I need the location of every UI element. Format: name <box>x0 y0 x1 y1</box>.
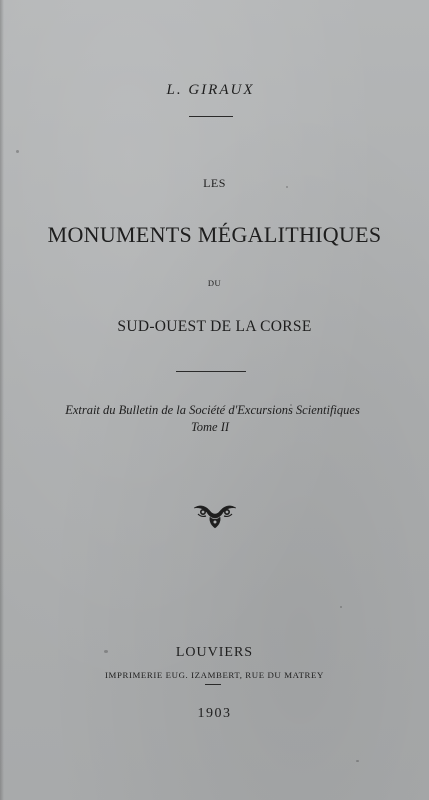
divider-rule <box>189 116 233 117</box>
paper-speck <box>16 150 19 153</box>
publication-year: 1903 <box>197 706 232 721</box>
fleuron-ornament-icon <box>192 502 238 530</box>
divider-rule <box>205 684 221 685</box>
page-edge-shadow <box>0 0 4 800</box>
publication-place: LOUVIERS <box>175 645 254 660</box>
title-connector: DU <box>207 278 222 288</box>
paper-speck <box>290 404 292 406</box>
volume-note: Tome II <box>190 420 230 434</box>
author-name: L. GIRAUX <box>166 82 255 98</box>
book-subtitle: SUD-OUEST DE LA CORSE <box>117 318 312 335</box>
extract-note: Extrait du Bulletin de la Société d'Excursions Scientifiques <box>65 403 360 417</box>
divider-rule <box>176 371 246 372</box>
paper-speck <box>356 760 359 762</box>
paper-speck <box>286 186 288 188</box>
book-title: MONUMENTS MÉGALITHIQUES <box>47 222 382 247</box>
paper-speck <box>104 650 108 653</box>
title-article: LES <box>203 176 226 190</box>
paper-speck <box>340 606 342 608</box>
printer-imprint: IMPRIMERIE EUG. IZAMBERT, RUE DU MATREY <box>105 670 324 680</box>
